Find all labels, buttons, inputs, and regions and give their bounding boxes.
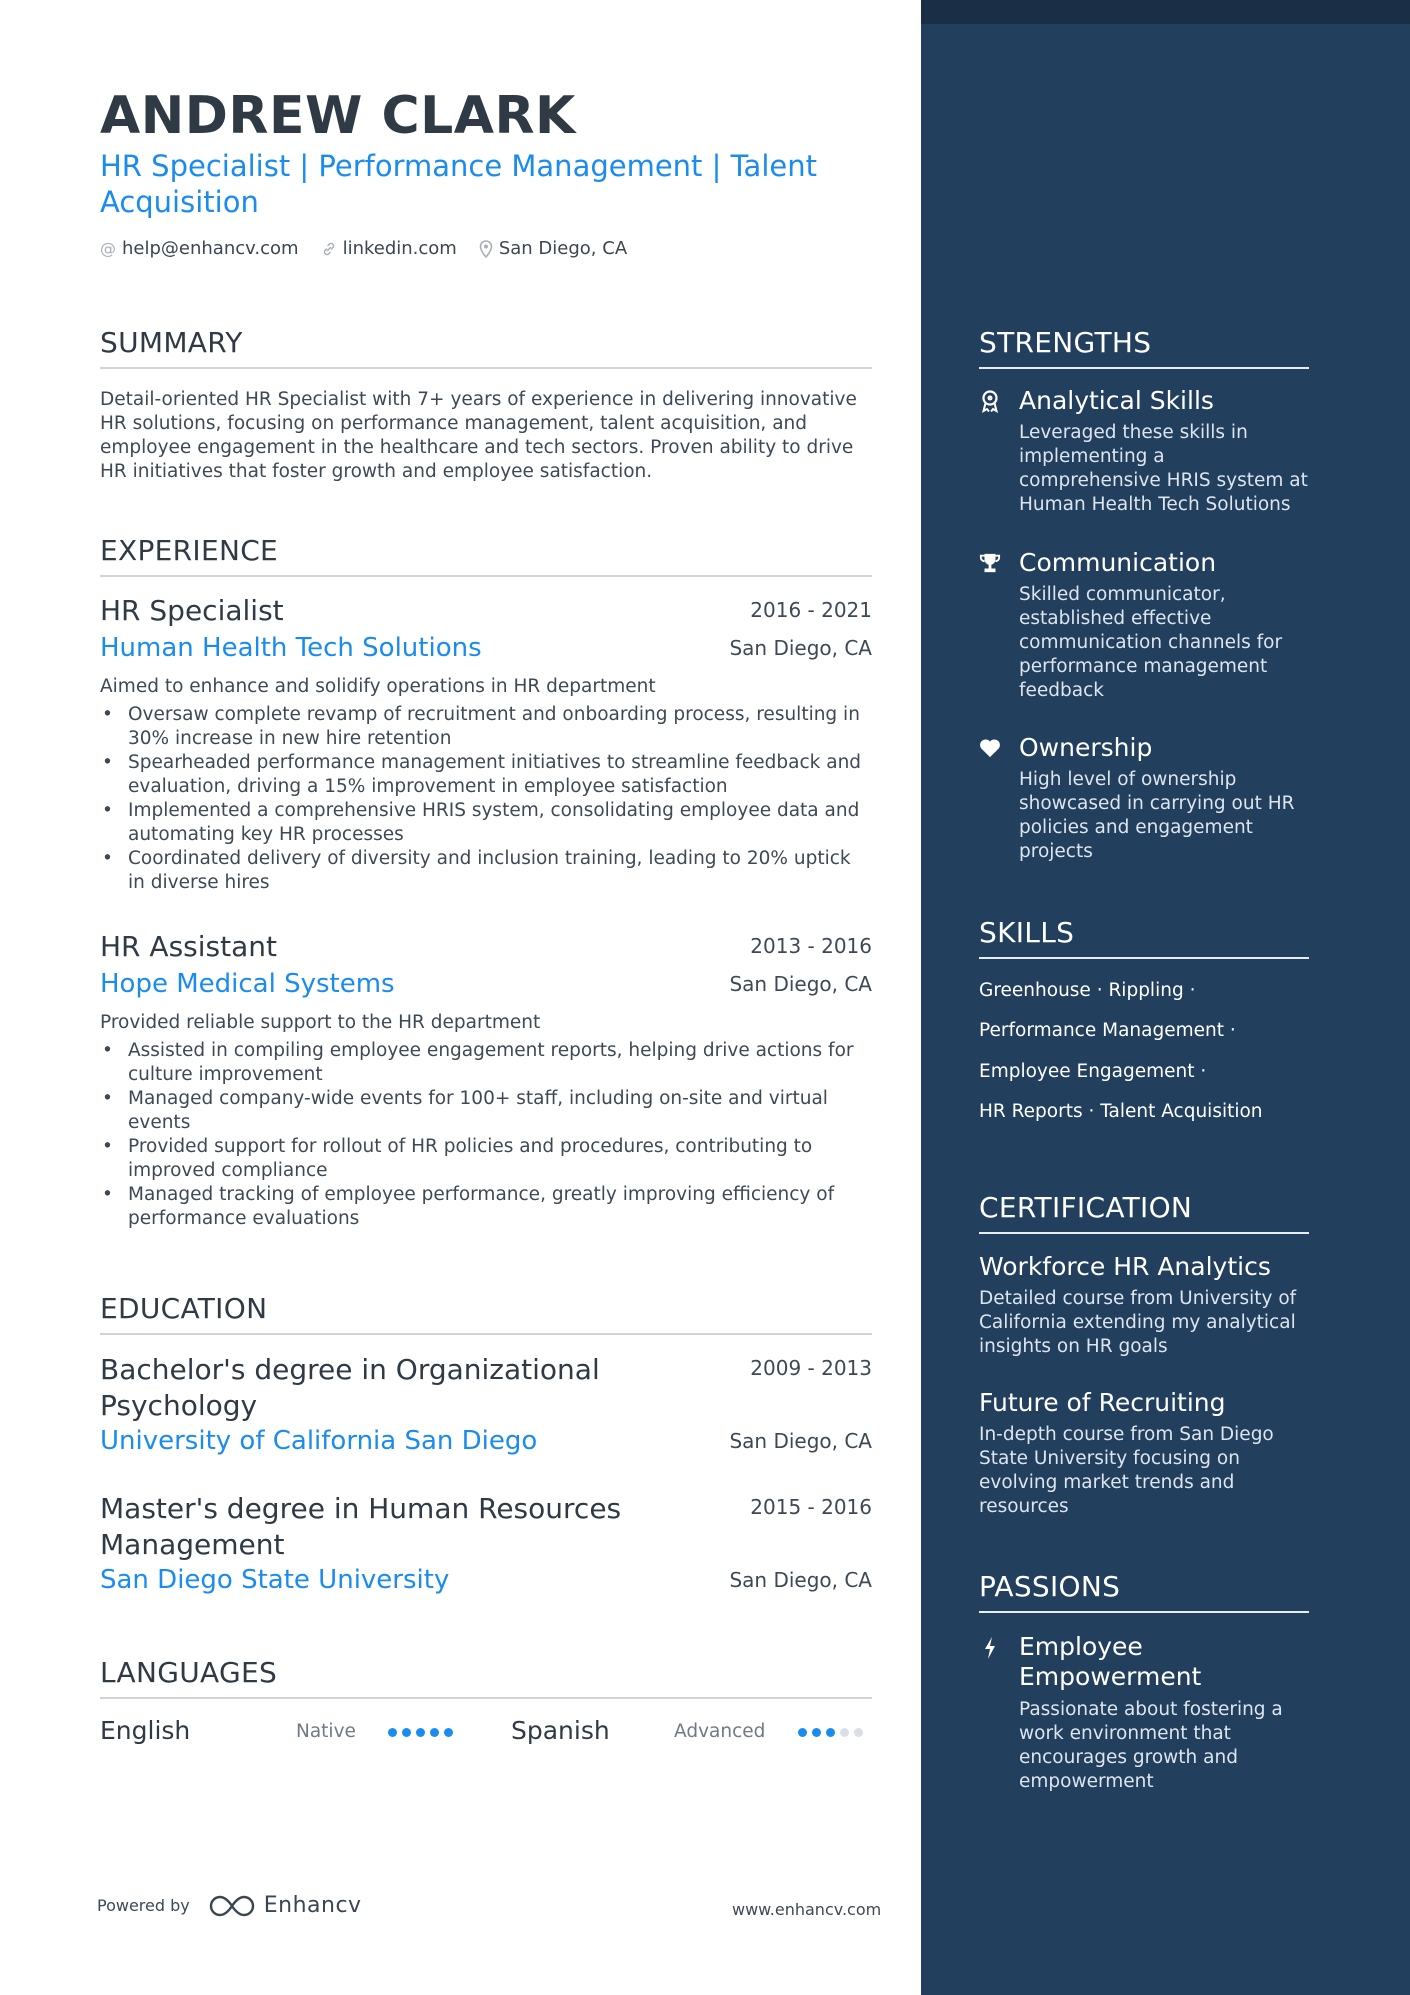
education-dates: 2015 - 2016 xyxy=(750,1495,872,1519)
job-title: HR Assistant xyxy=(100,930,277,963)
education-dates: 2009 - 2013 xyxy=(750,1356,872,1380)
sidebar-top-band xyxy=(921,0,1410,24)
degree-title: Bachelor's degree in Organizational Psychology xyxy=(100,1353,600,1422)
language-name: English xyxy=(100,1716,191,1745)
company-name: Human Health Tech Solutions xyxy=(100,633,482,663)
footer-url[interactable]: www.enhancv.com xyxy=(732,1900,882,1919)
passion-title: Employee Empowerment xyxy=(1019,1632,1202,1691)
job-entry xyxy=(100,594,872,895)
strength-title: Analytical Skills xyxy=(1019,386,1214,415)
certification-description: Detailed course from University of California extending my analytical insights on HR goals xyxy=(979,1288,1297,1357)
job-location: San Diego, CA xyxy=(729,972,872,996)
strength-description: High level of ownership showcased in carrying out HR policies and engagement projects xyxy=(1019,769,1295,862)
language-level: Native xyxy=(296,1721,356,1742)
trophy-icon xyxy=(979,552,1001,574)
languages-heading: LANGUAGES xyxy=(100,1656,872,1699)
link-icon xyxy=(321,241,337,257)
job-entry xyxy=(100,930,872,1231)
bullet-item: • Provided support for rollout of HR policies and procedures, contributing to improved compliance xyxy=(100,1135,872,1183)
certification-heading: CERTIFICATION xyxy=(979,1191,1309,1234)
job-bullets xyxy=(100,1039,872,1231)
contact-location xyxy=(479,238,627,259)
lightning-icon xyxy=(979,1632,1001,1660)
location-text: San Diego, CA xyxy=(498,238,628,259)
language-rating xyxy=(798,1728,863,1737)
job-description: Aimed to enhance and solidify operations in HR department xyxy=(100,676,656,697)
rating-dot-filled xyxy=(416,1728,425,1737)
skill-tags: Employee Engagement · xyxy=(979,1061,1207,1082)
skill-tags: Performance Management · xyxy=(979,1020,1236,1041)
candidate-name: ANDREW CLARK xyxy=(100,86,576,146)
certification-item xyxy=(979,1388,1309,1519)
job-dates: 2013 - 2016 xyxy=(750,934,872,958)
strengths-heading: STRENGTHS xyxy=(979,326,1309,369)
rating-dot-filled xyxy=(826,1728,835,1737)
linkedin-text: linkedin.com xyxy=(342,238,457,259)
footer-branding xyxy=(97,1893,362,1918)
infinity-logo-icon xyxy=(208,1894,256,1918)
heart-icon xyxy=(979,737,1001,759)
bullet-item: • Coordinated delivery of diversity and inclusion training, leading to 20% uptick in diverse hires xyxy=(100,847,872,895)
at-icon: @ xyxy=(100,239,116,258)
experience-heading: EXPERIENCE xyxy=(100,534,872,577)
job-dates: 2016 - 2021 xyxy=(750,598,872,622)
headline: HR Specialist | Performance Management | Talent Acquisition xyxy=(100,149,817,219)
contact-linkedin[interactable] xyxy=(321,238,457,259)
rating-dot-filled xyxy=(798,1728,807,1737)
strength-item xyxy=(979,548,1309,703)
language-rating xyxy=(388,1728,453,1737)
language-level: Advanced xyxy=(674,1721,766,1742)
school-name: San Diego State University xyxy=(100,1565,450,1595)
skill-tags: Greenhouse · Rippling · xyxy=(979,980,1196,1001)
contact-bar xyxy=(100,238,627,259)
rating-dot-filled xyxy=(812,1728,821,1737)
company-name: Hope Medical Systems xyxy=(100,969,395,999)
job-location: San Diego, CA xyxy=(729,636,872,660)
contact-email[interactable] xyxy=(100,238,299,259)
strength-item xyxy=(979,733,1309,864)
email-text: help@enhancv.com xyxy=(122,238,299,259)
language-name: Spanish xyxy=(511,1716,610,1745)
school-location: San Diego, CA xyxy=(729,1568,872,1592)
rating-dot-filled xyxy=(444,1728,453,1737)
certification-title: Workforce HR Analytics xyxy=(979,1252,1271,1281)
job-description: Provided reliable support to the HR department xyxy=(100,1012,541,1033)
certification-item xyxy=(979,1252,1309,1359)
strength-title: Ownership xyxy=(1019,733,1153,762)
bullet-item: • Managed company-wide events for 100+ staff, including on-site and virtual events xyxy=(100,1087,872,1135)
strength-item xyxy=(979,386,1309,517)
certification-title: Future of Recruiting xyxy=(979,1388,1226,1417)
education-entry xyxy=(100,1491,872,1595)
strength-title: Communication xyxy=(1019,548,1217,577)
rating-dot-filled xyxy=(402,1728,411,1737)
passions-heading: PASSIONS xyxy=(979,1570,1309,1613)
bullet-item: • Oversaw complete revamp of recruitment and onboarding process, resulting in 30% increase in new hire retention xyxy=(100,703,872,751)
rating-dot-filled xyxy=(388,1728,397,1737)
strength-description: Leveraged these skills in implementing a comprehensive HRIS system at Human Health Tech Solutions xyxy=(1019,422,1308,515)
school-location: San Diego, CA xyxy=(729,1429,872,1453)
bullet-item: • Assisted in compiling employee engagement reports, helping drive actions for culture improvement xyxy=(100,1039,872,1087)
location-pin-icon xyxy=(479,240,493,258)
rating-dot-empty xyxy=(840,1728,849,1737)
skill-tags: HR Reports · Talent Acquisition xyxy=(979,1101,1263,1122)
passion-item xyxy=(979,1632,1309,1794)
education-entry xyxy=(100,1352,872,1456)
job-bullets xyxy=(100,703,872,895)
skills-heading: SKILLS xyxy=(979,916,1309,959)
certification-description: In-depth course from San Diego State University focusing on evolving market trends and resources xyxy=(979,1424,1274,1517)
school-name: University of California San Diego xyxy=(100,1426,538,1456)
powered-by-label: Powered by xyxy=(97,1896,190,1915)
sidebar xyxy=(921,0,1410,1995)
education-heading: EDUCATION xyxy=(100,1292,872,1335)
bullet-item: • Managed tracking of employee performance, greatly improving efficiency of performance evaluations xyxy=(100,1183,872,1231)
rating-dot-filled xyxy=(430,1728,439,1737)
award-icon xyxy=(979,389,1001,413)
summary-text: Detail-oriented HR Specialist with 7+ years of experience in delivering innovative HR solutions, focusing on performance management, talent acquisition, and employee engagement in the healthcare and tech sectors. Proven ability to drive HR initiatives that foster growth and employee satisfaction. xyxy=(100,389,857,482)
rating-dot-empty xyxy=(854,1728,863,1737)
enhancv-logo[interactable] xyxy=(208,1893,362,1918)
job-title: HR Specialist xyxy=(100,594,284,627)
languages-row xyxy=(100,1716,872,1750)
degree-title: Master's degree in Human Resources Management xyxy=(100,1492,622,1561)
passion-description: Passionate about fostering a work environment that encourages growth and empowerment xyxy=(1019,1699,1283,1792)
strength-description: Skilled communicator, established effective communication channels for performance management feedback xyxy=(1019,584,1283,701)
bullet-item: • Implemented a comprehensive HRIS system, consolidating employee data and automating key HR processes xyxy=(100,799,872,847)
summary-heading: SUMMARY xyxy=(100,326,872,369)
bullet-item: • Spearheaded performance management initiatives to streamline feedback and evaluation, driving a 15% improvement in employee satisfaction xyxy=(100,751,872,799)
brand-name: Enhancv xyxy=(263,1893,362,1918)
